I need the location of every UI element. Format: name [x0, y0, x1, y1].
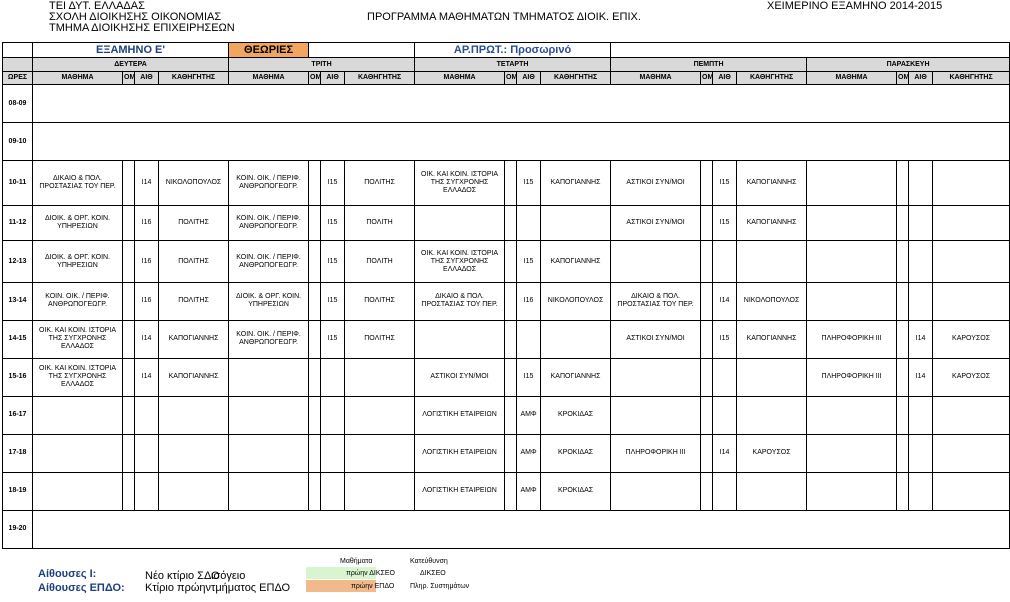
teacher-cell: [541, 320, 611, 358]
theory-badge: ΘΕΩΡΙΕΣ: [229, 43, 309, 58]
empty-slot: [33, 510, 1010, 548]
table-row: [3, 396, 1010, 434]
col-header: ΚΑΘΗΓΗΤΗΣ: [933, 71, 1010, 84]
room-cell: Ι15: [321, 241, 345, 282]
room-cell: [135, 396, 159, 434]
empty-slot: [33, 123, 1010, 161]
teacher-cell: ΚΑΠΟΓΙΑΝΝΗΣ: [737, 206, 807, 241]
teacher-cell: [933, 282, 1010, 320]
course-cell: ΔΙΟΙΚ. & ΟΡΓ. ΚΟΙΝ. ΥΠΗΡΕΣΙΩΝ: [33, 206, 123, 241]
course-cell: [33, 434, 123, 472]
room-cell: Ι14: [909, 358, 933, 396]
col-header: ΜΑΘΗΜΑ: [807, 71, 897, 84]
teacher-cell: [345, 434, 415, 472]
room-cell: Ι14: [135, 320, 159, 358]
legend-halls-i-text: Νέο κτίριο ΣΔΟ: [145, 570, 220, 582]
course-cell: [611, 358, 701, 396]
teacher-cell: [933, 434, 1010, 472]
hour-cell: 12-13: [3, 241, 33, 282]
room-cell: ΑΜΦ: [517, 396, 541, 434]
room-cell: Ι16: [517, 282, 541, 320]
col-header: ΑΙΘ: [135, 71, 159, 84]
teacher-cell: ΚΡΟΚΙΔΑΣ: [541, 434, 611, 472]
group-cell: [505, 241, 517, 282]
teacher-cell: ΚΑΠΟΓΙΑΝΝΗΣ: [541, 241, 611, 282]
group-cell: [701, 161, 713, 206]
table-row: [3, 472, 1010, 510]
course-cell: [33, 472, 123, 510]
teacher-cell: ΠΟΛΙΤΗΣ: [345, 161, 415, 206]
legend-row1-course: πρώην ΔΙΚΣΕΟ: [346, 570, 395, 577]
teacher-cell: [737, 358, 807, 396]
course-cell: ΑΣΤΙΚΟΙ ΣΥΝ/ΜΟΙ: [415, 358, 505, 396]
table-row: [3, 123, 1010, 161]
hour-cell: 15-16: [3, 358, 33, 396]
course-cell: ΛΟΓΙΣΤΙΚΗ ΕΤΑΙΡΕΙΩΝ: [415, 434, 505, 472]
room-cell: [713, 472, 737, 510]
title-spacer: [3, 43, 33, 58]
course-cell: [611, 396, 701, 434]
course-cell: ΔΙΚΑΙΟ & ΠΟΛ. ΠΡΟΣΤΑΣΙΑΣ ΤΟΥ ΠΕΡ.: [415, 282, 505, 320]
group-cell: [123, 206, 135, 241]
col-header: ΚΑΘΗΓΗΤΗΣ: [345, 71, 415, 84]
room-cell: ΑΜΦ: [517, 472, 541, 510]
group-cell: [701, 282, 713, 320]
course-cell: [229, 358, 309, 396]
hour-cell: 16-17: [3, 396, 33, 434]
room-cell: [517, 320, 541, 358]
col-header: ΟΜ: [701, 71, 713, 84]
room-cell: Ι15: [517, 358, 541, 396]
course-cell: [415, 206, 505, 241]
room-cell: [713, 241, 737, 282]
teacher-cell: [345, 358, 415, 396]
group-cell: [309, 434, 321, 472]
legend-row2-direction: Πληρ. Συστημάτων: [410, 583, 470, 590]
table-row: [3, 282, 1010, 320]
table-row: [3, 206, 1010, 241]
course-cell: [807, 396, 897, 434]
group-cell: [309, 282, 321, 320]
teacher-cell: ΠΟΛΙΤΗ: [345, 206, 415, 241]
table-row: [3, 241, 1010, 282]
col-header: ΑΙΘ: [713, 71, 737, 84]
empty-slot: [33, 85, 1010, 123]
room-cell: Ι14: [713, 282, 737, 320]
group-cell: [897, 320, 909, 358]
legend-halls-i-text2: ισόγειο: [211, 570, 246, 582]
group-cell: [505, 206, 517, 241]
legend-halls-epdo-label: Αίθουσες ΕΠΔΟ:: [38, 582, 125, 594]
course-cell: [229, 472, 309, 510]
group-cell: [701, 434, 713, 472]
hour-cell: 17-18: [3, 434, 33, 472]
teacher-cell: ΚΑΠΟΓΙΑΝΝΗΣ: [737, 161, 807, 206]
room-cell: [909, 206, 933, 241]
room-cell: ΑΜΦ: [517, 434, 541, 472]
legend-row2-course: πρώην ΕΠΔΟ: [351, 583, 395, 590]
day-header: ΠΑΡΑΣΚΕΥΗ: [807, 58, 1010, 71]
room-cell: Ι16: [135, 206, 159, 241]
teacher-cell: ΝΙΚΟΛΟΠΟΥΛΟΣ: [541, 282, 611, 320]
col-header: ΟΜ: [123, 71, 135, 84]
teacher-cell: ΚΡΟΚΙΔΑΣ: [541, 472, 611, 510]
room-cell: Ι15: [321, 206, 345, 241]
teacher-cell: ΚΑΠΟΓΙΑΝΝΗΣ: [159, 320, 229, 358]
teacher-cell: [737, 241, 807, 282]
teacher-cell: ΠΟΛΙΤΗΣ: [159, 241, 229, 282]
table-row: [3, 320, 1010, 358]
institution-name: ΤΕΙ ΔΥΤ. ΕΛΛΑΔΑΣ: [49, 0, 145, 12]
room-cell: Ι14: [135, 161, 159, 206]
teacher-cell: ΠΟΛΙΤΗΣ: [345, 320, 415, 358]
course-cell: ΚΟΙΝ. ΟΙΚ. / ΠΕΡΙΦ. ΑΝΘΡΩΠΟΓΕΩΓΡ.: [229, 161, 309, 206]
col-header: ΟΜ: [309, 71, 321, 84]
room-cell: Ι15: [713, 206, 737, 241]
group-cell: [701, 241, 713, 282]
teacher-cell: ΠΟΛΙΤΗΣ: [345, 282, 415, 320]
col-header: ΜΑΘΗΜΑ: [229, 71, 309, 84]
teacher-cell: ΠΟΛΙΤΗΣ: [159, 206, 229, 241]
room-cell: [135, 434, 159, 472]
col-header-hours: ΩΡΕΣ: [3, 71, 33, 84]
group-cell: [897, 434, 909, 472]
teacher-cell: [933, 472, 1010, 510]
schedule-title: ΠΡΟΓΡΑΜΜΑ ΜΑΘΗΜΑΤΩΝ ΤΜΗΜΑΤΟΣ ΔΙΟΙΚ. ΕΠΙΧ.: [367, 11, 641, 23]
title-fill: [611, 43, 1010, 58]
teacher-cell: [159, 472, 229, 510]
room-cell: Ι15: [713, 320, 737, 358]
course-cell: ΠΛΗΡΟΦΟΡΙΚΗ ΙΙΙ: [611, 434, 701, 472]
table-row: [3, 434, 1010, 472]
group-cell: [309, 472, 321, 510]
group-cell: [123, 282, 135, 320]
teacher-cell: [345, 472, 415, 510]
legend-halls-epdo-text2: τμήματος ΕΠΔΟ: [211, 582, 291, 594]
group-cell: [505, 320, 517, 358]
room-cell: [321, 358, 345, 396]
teacher-cell: ΚΑΡΟΥΣΟΣ: [933, 320, 1010, 358]
room-cell: [321, 396, 345, 434]
course-cell: ΚΟΙΝ. ΟΙΚ. / ΠΕΡΙΦ. ΑΝΘΡΩΠΟΓΕΩΓΡ.: [229, 320, 309, 358]
day-header: ΔΕΥΤΕΡΑ: [33, 58, 229, 71]
course-cell: ΚΟΙΝ. ΟΙΚ. / ΠΕΡΙΦ. ΑΝΘΡΩΠΟΓΕΩΓΡ.: [229, 206, 309, 241]
teacher-cell: ΚΑΡΟΥΣΟΣ: [737, 434, 807, 472]
course-cell: [807, 472, 897, 510]
teacher-cell: [737, 472, 807, 510]
teacher-cell: ΚΑΡΟΥΣΟΣ: [933, 358, 1010, 396]
group-cell: [505, 472, 517, 510]
teacher-cell: ΝΙΚΟΛΟΠΟΥΛΟΣ: [159, 161, 229, 206]
course-cell: ΔΙΟΙΚ. & ΟΡΓ. ΚΟΙΝ. ΥΠΗΡΕΣΙΩΝ: [33, 241, 123, 282]
room-cell: Ι15: [517, 161, 541, 206]
col-header: ΑΙΘ: [909, 71, 933, 84]
hour-cell: 11-12: [3, 206, 33, 241]
room-cell: Ι14: [135, 358, 159, 396]
col-header: ΜΑΘΗΜΑ: [33, 71, 123, 84]
course-cell: ΛΟΓΙΣΤΙΚΗ ΕΤΑΙΡΕΙΩΝ: [415, 472, 505, 510]
room-cell: Ι15: [713, 161, 737, 206]
department-name: ΤΜΗΜΑ ΔΙΟΙΚΗΣΗΣ ΕΠΙΧΕΙΡΗΣΕΩΝ: [49, 22, 235, 34]
course-cell: ΚΟΙΝ. ΟΙΚ. / ΠΕΡΙΦ. ΑΝΘΡΩΠΟΓΕΩΓΡ.: [229, 241, 309, 282]
col-header: ΟΜ: [505, 71, 517, 84]
hour-cell: 14-15: [3, 320, 33, 358]
course-cell: [229, 434, 309, 472]
course-cell: [807, 206, 897, 241]
course-cell: [415, 320, 505, 358]
school-name: ΣΧΟΛΗ ΔΙΟΙΚΗΣΗΣ ΟΙΚΟΝΟΜΙΑΣ: [49, 11, 222, 23]
columns-row: [3, 71, 1010, 84]
course-cell: [33, 396, 123, 434]
room-cell: Ι16: [135, 241, 159, 282]
course-cell: ΠΛΗΡΟΦΟΡΙΚΗ ΙΙΙ: [807, 358, 897, 396]
teacher-cell: [345, 396, 415, 434]
col-header: ΟΜ: [897, 71, 909, 84]
group-cell: [123, 472, 135, 510]
room-cell: [713, 396, 737, 434]
table-row: [3, 161, 1010, 206]
group-cell: [701, 206, 713, 241]
table-row: [3, 358, 1010, 396]
group-cell: [897, 358, 909, 396]
teacher-cell: ΠΟΛΙΤΗ: [345, 241, 415, 282]
course-cell: ΟΙΚ. ΚΑΙ ΚΟΙΝ. ΙΣΤΟΡΙΑ ΤΗΣ ΣΥΓΧΡΟΝΗΣ ΕΛΛΑΔΟΣ: [415, 161, 505, 206]
schedule-table: [2, 42, 1010, 549]
group-cell: [701, 472, 713, 510]
hour-cell: 13-14: [3, 282, 33, 320]
col-header: ΚΑΘΗΓΗΤΗΣ: [737, 71, 807, 84]
course-cell: ΔΙΚΑΙΟ & ΠΟΛ. ΠΡΟΣΤΑΣΙΑΣ ΤΟΥ ΠΕΡ.: [611, 282, 701, 320]
group-cell: [309, 241, 321, 282]
group-cell: [897, 241, 909, 282]
legend-direction-header: Κατεύθυνση: [410, 558, 448, 565]
group-cell: [505, 358, 517, 396]
room-cell: Ι15: [321, 320, 345, 358]
course-cell: [807, 282, 897, 320]
group-cell: [897, 206, 909, 241]
group-cell: [123, 320, 135, 358]
teacher-cell: [541, 206, 611, 241]
col-header: ΑΙΘ: [517, 71, 541, 84]
teacher-cell: [737, 396, 807, 434]
group-cell: [309, 358, 321, 396]
teacher-cell: [159, 434, 229, 472]
course-cell: [807, 161, 897, 206]
teacher-cell: [933, 206, 1010, 241]
group-cell: [309, 320, 321, 358]
title-gap: [309, 43, 415, 58]
col-header: ΚΑΘΗΓΗΤΗΣ: [541, 71, 611, 84]
hour-cell: 10-11: [3, 161, 33, 206]
teacher-cell: ΚΡΟΚΙΔΑΣ: [541, 396, 611, 434]
room-cell: Ι16: [135, 282, 159, 320]
semester-label: ΕΞΑΜΗΝΟ Ε': [33, 43, 229, 58]
course-cell: [611, 241, 701, 282]
room-cell: Ι14: [713, 434, 737, 472]
room-cell: [909, 241, 933, 282]
days-row: [3, 58, 1010, 71]
day-header: ΤΕΤΑΡΤΗ: [415, 58, 611, 71]
teacher-cell: [933, 396, 1010, 434]
legend-courses-header: Μαθήματα: [340, 558, 373, 565]
course-cell: ΔΙΚΑΙΟ & ΠΟΛ. ΠΡΟΣΤΑΣΙΑΣ ΤΟΥ ΠΕΡ.: [33, 161, 123, 206]
teacher-cell: ΚΑΠΟΓΙΑΝΝΗΣ: [541, 161, 611, 206]
group-cell: [505, 282, 517, 320]
course-cell: ΔΙΟΙΚ. & ΟΡΓ. ΚΟΙΝ. ΥΠΗΡΕΣΙΩΝ: [229, 282, 309, 320]
group-cell: [701, 320, 713, 358]
room-cell: [909, 161, 933, 206]
group-cell: [123, 161, 135, 206]
teacher-cell: [159, 396, 229, 434]
course-cell: [807, 241, 897, 282]
day-header: ΤΡΙΤΗ: [229, 58, 415, 71]
course-cell: [229, 396, 309, 434]
legend-halls-epdo-text: Κτίριο πρώην: [145, 582, 212, 594]
room-cell: Ι14: [909, 320, 933, 358]
teacher-cell: ΚΑΠΟΓΙΑΝΝΗΣ: [159, 358, 229, 396]
room-cell: [909, 282, 933, 320]
course-cell: ΟΙΚ. ΚΑΙ ΚΟΙΝ. ΙΣΤΟΡΙΑ ΤΗΣ ΣΥΓΧΡΟΝΗΣ ΕΛΛΑΔΟΣ: [415, 241, 505, 282]
teacher-cell: [933, 241, 1010, 282]
hour-cell: 08-09: [3, 85, 33, 123]
course-cell: [807, 434, 897, 472]
group-cell: [897, 161, 909, 206]
room-cell: Ι15: [321, 282, 345, 320]
teacher-cell: [933, 161, 1010, 206]
course-cell: ΑΣΤΙΚΟΙ ΣΥΝ/ΜΟΙ: [611, 206, 701, 241]
group-cell: [309, 161, 321, 206]
hour-cell: 18-19: [3, 472, 33, 510]
group-cell: [123, 396, 135, 434]
col-header: ΚΑΘΗΓΗΤΗΣ: [159, 71, 229, 84]
group-cell: [123, 434, 135, 472]
course-cell: ΛΟΓΙΣΤΙΚΗ ΕΤΑΙΡΕΙΩΝ: [415, 396, 505, 434]
course-cell: [611, 472, 701, 510]
day-header: ΠΕΜΠΤΗ: [611, 58, 807, 71]
course-cell: ΟΙΚ. ΚΑΙ ΚΟΙΝ. ΙΣΤΟΡΙΑ ΤΗΣ ΣΥΓΧΡΟΝΗΣ ΕΛΛΑΔΟΣ: [33, 358, 123, 396]
room-cell: [321, 472, 345, 510]
title-row: [3, 43, 1010, 58]
days-spacer: [3, 58, 33, 71]
room-cell: [321, 434, 345, 472]
table-row: [3, 510, 1010, 548]
col-header: ΜΑΘΗΜΑ: [611, 71, 701, 84]
room-cell: [909, 396, 933, 434]
legend-row1-direction: ΔΙΚΣΕΟ: [420, 570, 446, 577]
hour-cell: 09-10: [3, 123, 33, 161]
group-cell: [505, 434, 517, 472]
group-cell: [701, 396, 713, 434]
group-cell: [701, 358, 713, 396]
room-cell: [517, 206, 541, 241]
course-cell: ΟΙΚ. ΚΑΙ ΚΟΙΝ. ΙΣΤΟΡΙΑ ΤΗΣ ΣΥΓΧΡΟΝΗΣ ΕΛΛΑΔΟΣ: [33, 320, 123, 358]
teacher-cell: ΝΙΚΟΛΟΠΟΥΛΟΣ: [737, 282, 807, 320]
room-cell: [713, 358, 737, 396]
teacher-cell: ΚΑΠΟΓΙΑΝΝΗΣ: [541, 358, 611, 396]
group-cell: [309, 206, 321, 241]
group-cell: [123, 241, 135, 282]
room-cell: [135, 472, 159, 510]
room-cell: Ι15: [321, 161, 345, 206]
group-cell: [897, 396, 909, 434]
protocol-label: ΑΡ.ΠΡΩΤ.: Προσωρινό: [415, 43, 611, 58]
group-cell: [897, 282, 909, 320]
course-cell: ΚΟΙΝ. ΟΙΚ. / ΠΕΡΙΦ. ΑΝΘΡΩΠΟΓΕΩΓΡ.: [33, 282, 123, 320]
group-cell: [505, 161, 517, 206]
col-header: ΜΑΘΗΜΑ: [415, 71, 505, 84]
col-header: ΑΙΘ: [321, 71, 345, 84]
legend-halls-i-label: Αίθουσες Ι:: [38, 568, 97, 580]
table-row: [3, 85, 1010, 123]
course-cell: ΑΣΤΙΚΟΙ ΣΥΝ/ΜΟΙ: [611, 320, 701, 358]
course-cell: ΑΣΤΙΚΟΙ ΣΥΝ/ΜΟΙ: [611, 161, 701, 206]
group-cell: [897, 472, 909, 510]
teacher-cell: ΠΟΛΙΤΗΣ: [159, 282, 229, 320]
semester-period: ΧΕΙΜΕΡΙΝΟ ΕΞΑΜΗΝΟ 2014-2015: [767, 0, 943, 12]
room-cell: Ι15: [517, 241, 541, 282]
hour-cell: 19-20: [3, 510, 33, 548]
group-cell: [123, 358, 135, 396]
room-cell: [909, 434, 933, 472]
group-cell: [505, 396, 517, 434]
group-cell: [309, 396, 321, 434]
teacher-cell: ΚΑΠΟΓΙΑΝΝΗΣ: [737, 320, 807, 358]
course-cell: ΠΛΗΡΟΦΟΡΙΚΗ ΙΙΙ: [807, 320, 897, 358]
room-cell: [909, 472, 933, 510]
